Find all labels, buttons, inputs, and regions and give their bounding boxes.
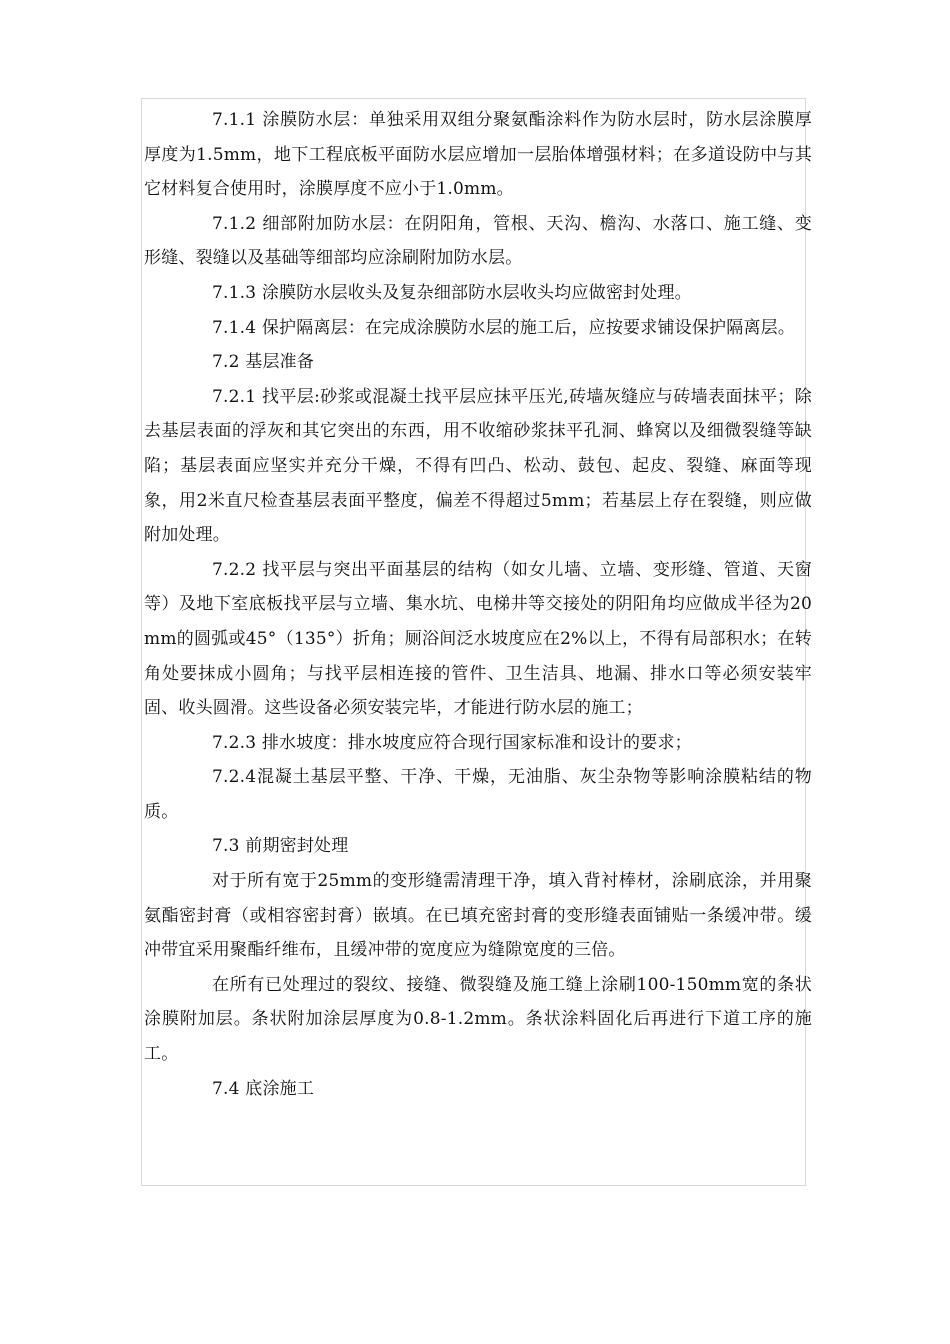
section-heading-7-3: 7.3 前期密封处理 (212, 836, 349, 857)
document-body (144, 103, 812, 1106)
section-heading-7-2: 7.2 基层准备 (212, 352, 315, 373)
paragraph-7-2-1: 7.2.1 找平层:砂浆或混凝土找平层应抹平压光,砖墙灰缝应与砖墙表面抹平；除去基层表面的浮灰和其它突出的东西，用不收缩砂浆抹平孔洞、蜂窝以及细微裂缝等缺陷；基层表面应坚实并充分干燥，不得有凹凸、松动、鼓包、起皮、裂缝、麻面等现象，用2米直尺检查基层表面平整度，偏差不得超过5mm；若基层上存在裂缝，则应做附加处理。 (144, 386, 812, 546)
paragraph-7-2-4: 7.2.4混凝土基层平整、干净、干燥，无油脂、灰尘杂物等影响涂膜粘结的物质。 (144, 767, 812, 822)
paragraph-7-1-1: 7.1.1 涂膜防水层：单独采用双组分聚氨酯涂料作为防水层时，防水层涂膜厚厚度为1.5mm，地下工程底板平面防水层应增加一层胎体增强材料；在多道设防中与其它材料复合使用时，涂膜厚度不应小于1.0mm。 (144, 110, 812, 200)
paragraph-7-1-3: 7.1.3 涂膜防水层收头及复杂细部防水层收头均应做密封处理。 (212, 282, 692, 303)
paragraph-7-1-4: 7.1.4 保护隔离层：在完成涂膜防水层的施工后，应按要求铺设保护隔离层。 (212, 317, 796, 338)
paragraph-7-3-a: 对于所有宽于25mm的变形缝需清理干净，填入背衬棒材，涂刷底涂，并用聚氨酯密封膏（或相容密封膏）嵌填。在已填充密封膏的变形缝表面铺贴一条缓冲带。缓冲带宜采用聚酯纤维布，且缓冲带的宽度应为缝隙宽度的三倍。 (144, 871, 812, 961)
section-heading-7-4: 7.4 底涂施工 (212, 1078, 315, 1099)
paragraph-7-2-2: 7.2.2 找平层与突出平面基层的结构（如女儿墙、立墙、变形缝、管道、天窗等）及地下室底板找平层与立墙、集水坑、电梯井等交接处的阴阳角均应做成半径为20mm的圆弧或45°（135°）折角；厕浴间泛水坡度应在2%以上，不得有局部积水；在转角处要抹成小圆角；与找平层相连接的管件、卫生洁具、地漏、排水口等必须安装牢固、收头圆滑。这些设备必须安装完毕，才能进行防水层的施工； (144, 559, 812, 719)
paragraph-7-1-2: 7.1.2 细部附加防水层：在阴阳角，管根、天沟、檐沟、水落口、施工缝、变形缝、裂缝以及基础等细部均应涂刷附加防水层。 (144, 213, 812, 269)
paragraph-7-2-3: 7.2.3 排水坡度：排水坡度应符合现行国家标准和设计的要求； (212, 732, 692, 753)
paragraph-7-3-b: 在所有已处理过的裂纹、接缝、微裂缝及施工缝上涂刷100-150mm宽的条状涂膜附加层。条状附加涂层厚度为0.8-1.2mm。条状涂料固化后再进行下道工序的施工。 (144, 974, 812, 1065)
